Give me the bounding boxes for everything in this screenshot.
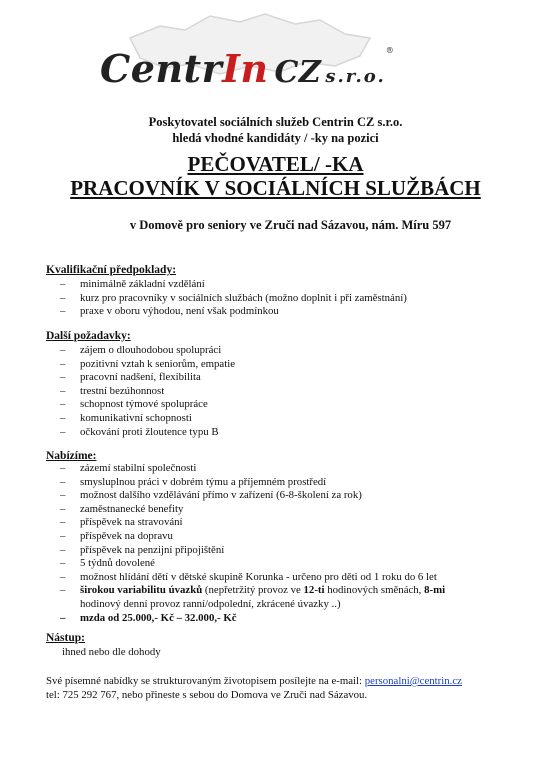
qualifications-list [46,278,407,319]
list-item: – trestní bezúhonnost [46,385,235,399]
list-item: – kurz pro pracovníky v sociálních službách (možno doplnit i při zaměstnání) [46,292,407,306]
intro-line-1: Poskytovatel sociálních služeb Centrin CZ s.r.o. [148,115,403,129]
start-text: ihned nebo dle dohody [62,646,161,658]
qualifications-title: Kvalifikační předpoklady: [46,264,177,276]
list-item: – 5 týdnů dovolené [46,557,445,571]
list-item: – příspěvek na stravování [46,516,445,530]
list-item: – smysluplnou práci v dobrém týmu a příjemném prostředí [46,476,445,490]
start-title: Nástup: [46,632,85,644]
contact-footer [46,674,516,702]
offer-list [46,462,445,625]
job-title-1: PEČOVATEL/ -KA [187,152,364,176]
list-item: – minimálně základní vzdělání [46,278,407,292]
intro-line-2: hledá vhodné kandidáty / -ky na pozici [172,131,379,145]
list-item-salary: – mzda od 25.000,- Kč – 32.000,- Kč [46,612,445,626]
list-item: – zájem o dlouhodobou spolupráci [46,344,235,358]
company-logo [90,8,460,100]
list-item: – očkování proti žloutence typu B [46,426,235,440]
job-location: v Domově pro seniory ve Zruči nad Sázavou, nám. Míru 597 [129,218,452,232]
list-item-variability: – širokou variabilitu úvazků (nepřetržitý provoz ve 12-ti hodinových směnách, 8-mi hodinový denní provoz ranní/odpolední, zkrácené úvazky ..) [46,584,445,611]
list-item: – schopnost týmové spolupráce [46,398,235,412]
list-item: – pracovní nadšení, flexibilita [46,371,235,385]
job-title-2: PRACOVNÍK V SOCIÁLNÍCH SLUŽBÁCH [70,176,481,200]
list-item: – zázemí stabilní společnosti [46,462,445,476]
offer-title: Nabízíme: [46,450,97,462]
list-item: – pozitivní vztah k seniorům, empatie [46,358,235,372]
list-item: – komunikativní schopnosti [46,412,235,426]
footer-text-1: Své písemné nabídky se strukturovaným životopisem posílejte na e-mail: [46,675,365,687]
email-link[interactable]: personalni@centrin.cz [364,675,462,687]
list-item: – zaměstnanecké benefity [46,503,445,517]
footer-text-2: tel: 725 292 767, nebo přineste s sebou do Domova ve Zruči nad Sázavou. [46,689,368,701]
intro-text [0,114,551,146]
logo-wordmark: CentrIn CZ s.r.o.® [100,46,395,91]
list-item: – příspěvek na penzijní připojištění [46,544,445,558]
list-item: – možnost dalšího vzdělávání přímo v zařízení (6-8-školení za rok) [46,489,445,503]
list-item: – praxe v oboru výhodou, není však podmínkou [46,305,407,319]
requirements-list [46,344,235,439]
list-item: – možnost hlídání dětí v dětské skupině Korunka - určeno pro děti od 1 roku do 6 let [46,571,445,585]
list-item: – příspěvek na dopravu [46,530,445,544]
requirements-title: Další požadavky: [46,330,131,342]
